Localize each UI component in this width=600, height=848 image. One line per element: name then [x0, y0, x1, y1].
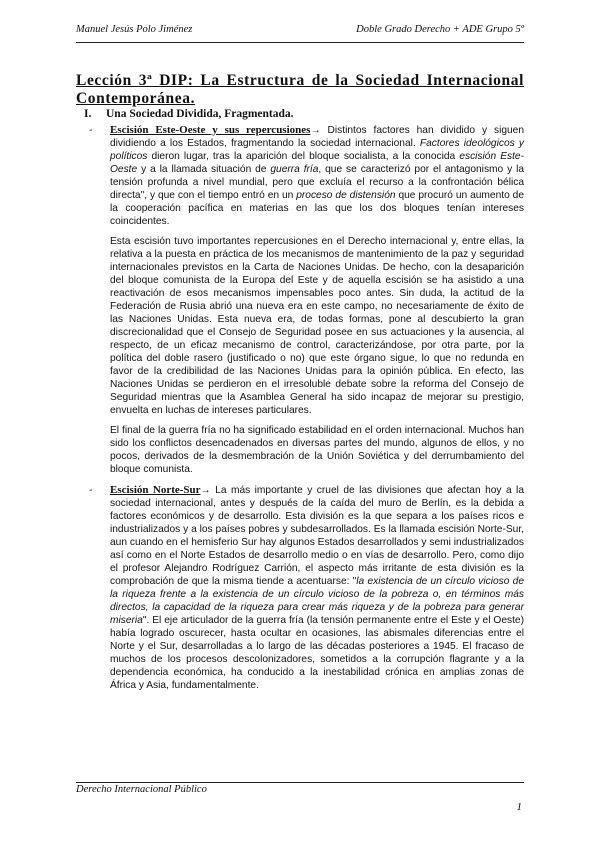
- page-number: 1: [516, 801, 522, 813]
- paragraph-repercusiones: Esta escisión tuvo importantes repercusiones en el Derecho internacional y, entre ellas, la relativa a la puesta en práctica de los mecanismos de mantenimiento de la paz y seguridad internacionales previstos en la Carta de Naciones Unidas. De hecho, con la desaparición del bloque comunista de la Europa del Este y de aquella escisión se ha asistido a una reactivación de esos mecanismos impensables poco antes. Sin duda, la actitud de la Federación de Rusia abrió una nueva era en este campo, no necesariamente de éxito de las Naciones Unidas. Esta nueva era, de todas formas, pone al descubierto la gran discrecionalidad que el Consejo de Seguridad posee en sus actuaciones y la ausencia, al respecto, de un eficaz mecanismo de control, caracterizándose, por otra parte, por la política del doble rasero (justificado o no) que este órgano sigue, lo que no redunda en favor de la credibilidad de las Naciones Unidas para la opinión pública. En efecto, las Naciones Unidas se perdieron en el irresoluble debate sobre la reforma del Consejo de Seguridad mientras que la Asamblea General ha sido incapaz de mejorar su prestigio, envuelta en luchas de intereses particulares.: [110, 236, 524, 416]
- text-run: y a la llamada situación de: [137, 164, 271, 175]
- document-title: Lección 3ª DIP: La Estructura de la Sociedad Internacional Contemporánea.: [76, 72, 524, 107]
- italic-run: Factores ideológicos y políticos: [110, 138, 525, 162]
- section-number: I.: [84, 108, 92, 120]
- section-title: Una Sociedad Dividida, Fragmentada.: [106, 108, 294, 120]
- text-run: ". El eje articulador de la guerra fría (la tensión permanente entre el Este y el Oeste) había logrado oscurecer, hasta ocultar en ocasiones, las abismales diferencias entre el Norte y el Sur, desarrolladas a lo largo de las décadas posteriores a 1945. El fracaso de muchos de los procesos descolonizadores, sometidos a la corrupción flagrante y a la dependencia económica, ha conducido a la inestabilidad crónica en amplias zonas de África y Asia, fundamentalmente.: [110, 615, 524, 691]
- footer-subject: Derecho Internacional Público: [76, 784, 207, 795]
- keyword-norte-sur: Escisión Norte-Sur: [110, 484, 201, 496]
- header-rule: [76, 42, 524, 43]
- list-item-norte-sur: [89, 484, 524, 692]
- list-item-este-oeste: [89, 124, 524, 228]
- italic-run: guerra fría: [270, 164, 319, 175]
- text-run: , que se caracterizó por el antagonismo y la tensión profunda a nivel mundial, pero que excluía el recurso a la confrontación bélica directa", y que con el tiempo entró en un: [110, 164, 524, 201]
- arrow-glyph: →: [200, 485, 211, 496]
- text-run: Distintos factores han dividido y siguen dividiendo a los Estados, fragmentando la sociedad internacional.: [110, 125, 524, 149]
- list-dash: -: [89, 125, 93, 136]
- header-author: Manuel Jesús Polo Jiménez: [76, 24, 193, 35]
- list-dash: -: [89, 485, 93, 496]
- keyword-este-oeste: Escisión Este-Oeste y sus repercusiones: [110, 124, 311, 136]
- header-course: Doble Grado Derecho + ADE Grupo 5º: [356, 24, 524, 35]
- italic-run: proceso de distensión: [296, 190, 396, 201]
- paragraph-final-guerra-fria: El final de la guerra fría no ha significado estabilidad en el orden internacional. Muchos han sido los conflictos desencadenados en diversas partes del mundo, algunos de ellos, y no pocos, derivados de la desmembración de la Unión Soviética y del derrumbamiento del bloque comunista.: [110, 425, 524, 475]
- text-run: que procuró un aumento de la cooperación pacífica en materias en las que los dos bloques tenían intereses coincidentes.: [110, 190, 524, 227]
- footer-rule: [76, 782, 524, 783]
- page-header: [76, 24, 524, 40]
- arrow-glyph: →: [310, 125, 321, 136]
- text-run: dieron lugar, tras la aparición del bloque socialista, a la conocida: [147, 151, 460, 162]
- body-block-1: [89, 124, 524, 483]
- body-block-2: [89, 484, 524, 699]
- section-heading: [84, 108, 294, 120]
- italic-run: escisión Este-Oeste: [110, 151, 524, 175]
- quote-run: la existencia de un círculo vicioso de la riqueza frente a la existencia de un círculo vicioso de la pobreza o, en términos más directos, la capacidad de la riqueza para crear más riqueza y de la pobreza para generar miseria: [110, 576, 524, 626]
- text-run: La más importante y cruel de las divisiones que afectan hoy a la sociedad internacional, antes y después de la caída del muro de Berlín, es la debida a factores económicos y de desarrollo. Esta división es la que separa a los países ricos e industrializados y a los países pobres y subdesarrollados. Es la llamada escisión Norte-Sur, aun cuando en el hemisferio Sur hay algunos Estados desarrollados y semi industrializados así como en el Norte Estados de desarrollo medio o en vías de desarrollo. Pero, como dijo el profesor Alejandro Rodríguez Carrión, el aspecto más irritante de esta división es la comprobación de que la misma tiende a acentuarse: ": [110, 485, 524, 587]
